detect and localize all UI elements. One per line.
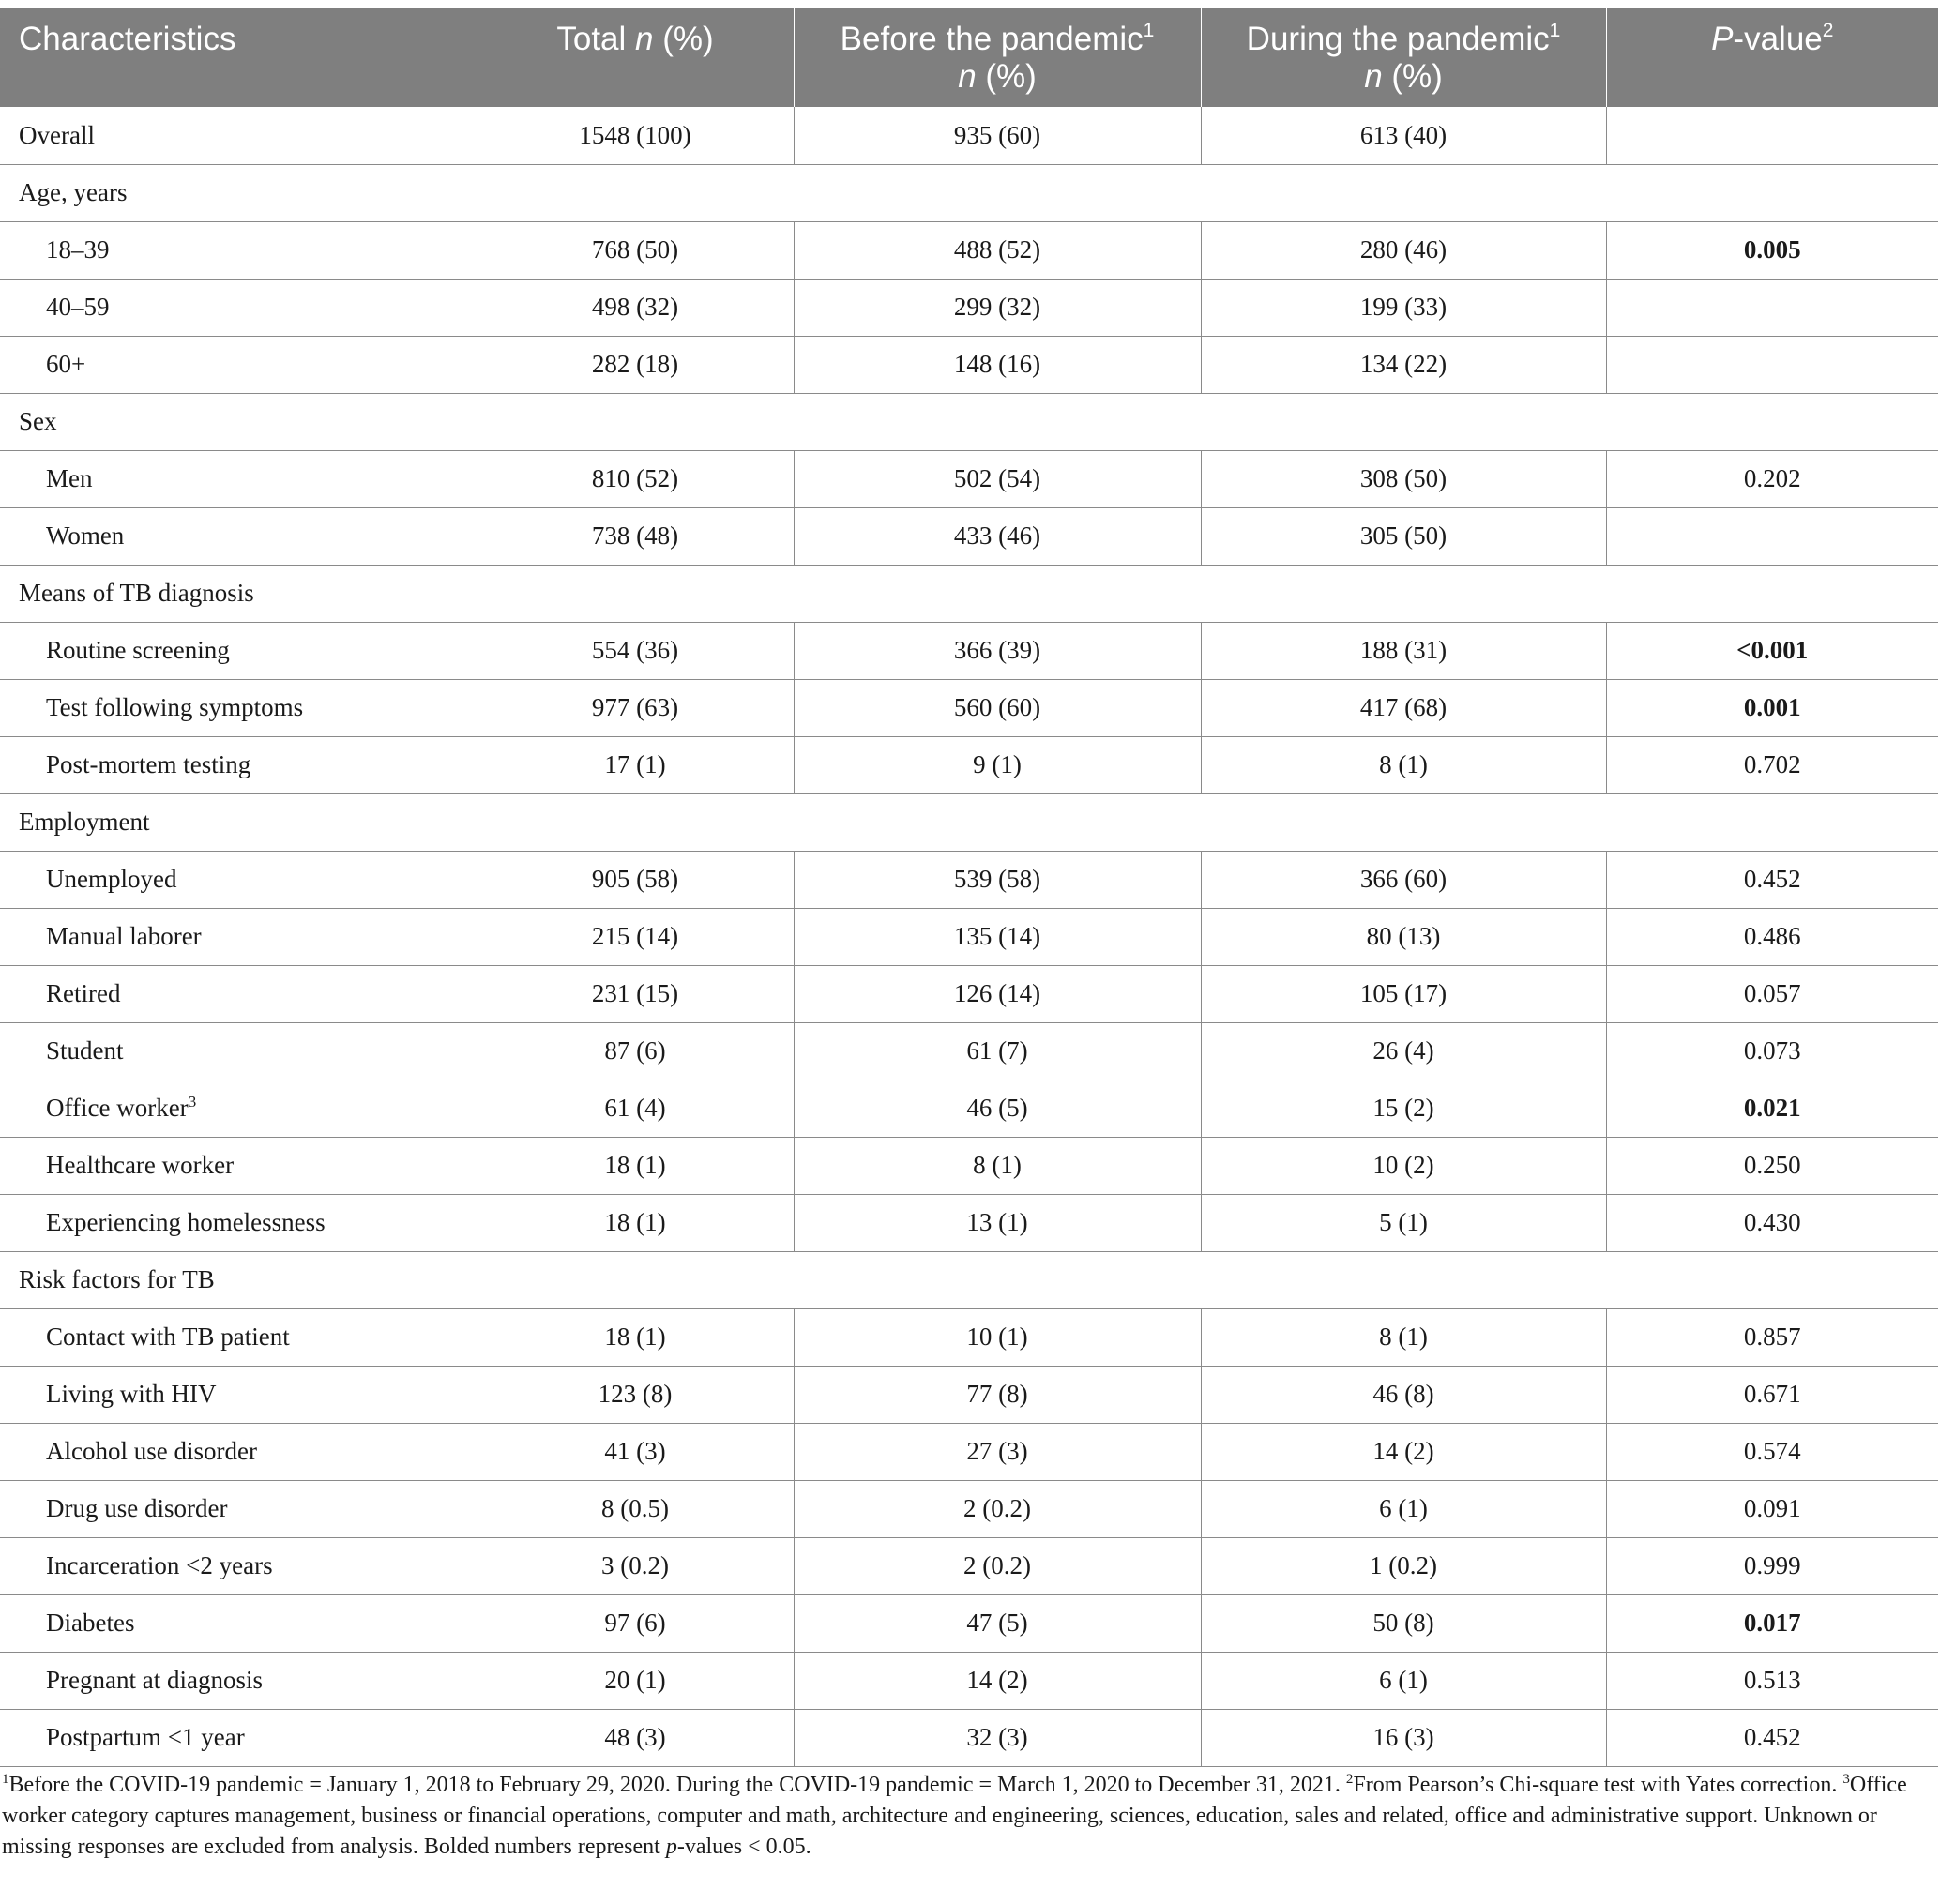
- cell-before: 10 (1): [794, 1308, 1201, 1366]
- row-label: Routine screening: [0, 622, 477, 679]
- cell-p-value: 0.001: [1606, 679, 1938, 736]
- cell-p-value: 0.574: [1606, 1423, 1938, 1480]
- cell-during: 6 (1): [1201, 1652, 1606, 1709]
- section-label: Sex: [0, 393, 1938, 450]
- header-characteristics-text: Characteristics: [19, 21, 236, 57]
- cell-before: 502 (54): [794, 450, 1201, 507]
- row-label: Living with HIV: [0, 1366, 477, 1423]
- row-label: Unemployed: [0, 851, 477, 908]
- cell-before: 13 (1): [794, 1194, 1201, 1251]
- cell-total: 977 (63): [477, 679, 794, 736]
- cell-before: 488 (52): [794, 221, 1201, 279]
- table-row: [0, 507, 1938, 565]
- table-row: [0, 1652, 1938, 1709]
- cell-before: 32 (3): [794, 1709, 1201, 1766]
- row-label: Manual laborer: [0, 908, 477, 965]
- cell-total: 554 (36): [477, 622, 794, 679]
- cell-during: 105 (17): [1201, 965, 1606, 1022]
- row-label: 18–39: [0, 221, 477, 279]
- cell-before: 560 (60): [794, 679, 1201, 736]
- cell-during: 305 (50): [1201, 507, 1606, 565]
- table-footnotes: [0, 1767, 1938, 1863]
- cell-before: 935 (60): [794, 107, 1201, 164]
- table-row: [0, 279, 1938, 336]
- header-p-italic: P: [1711, 21, 1734, 57]
- table-row: [0, 965, 1938, 1022]
- cell-before: 2 (0.2): [794, 1480, 1201, 1537]
- cell-total: 282 (18): [477, 336, 794, 393]
- footnote-3-italic: p: [665, 1834, 677, 1859]
- header-during-sup: 1: [1549, 20, 1561, 41]
- table-row: [0, 450, 1938, 507]
- row-label: Diabetes: [0, 1594, 477, 1652]
- cell-during: 199 (33): [1201, 279, 1606, 336]
- cell-during: 46 (8): [1201, 1366, 1606, 1423]
- cell-p-value: 0.250: [1606, 1137, 1938, 1194]
- cell-before: 148 (16): [794, 336, 1201, 393]
- table-row: [0, 336, 1938, 393]
- row-label: Overall: [0, 107, 477, 164]
- table-row: [0, 221, 1938, 279]
- cell-during: 14 (2): [1201, 1423, 1606, 1480]
- row-label: 40–59: [0, 279, 477, 336]
- row-label: Alcohol use disorder: [0, 1423, 477, 1480]
- header-during-n: n: [1364, 58, 1383, 95]
- header-before-pct: (%): [976, 58, 1037, 95]
- table-row: [0, 1137, 1938, 1194]
- cell-p-value: 0.857: [1606, 1308, 1938, 1366]
- header-p-sup: 2: [1822, 20, 1834, 41]
- section-row: [0, 1251, 1938, 1308]
- cell-total: 97 (6): [477, 1594, 794, 1652]
- cell-before: 539 (58): [794, 851, 1201, 908]
- cell-p-value: [1606, 336, 1938, 393]
- table-row: [0, 1080, 1938, 1137]
- cell-p-value: [1606, 507, 1938, 565]
- section-label: Age, years: [0, 164, 1938, 221]
- section-label: Means of TB diagnosis: [0, 565, 1938, 622]
- cell-before: 8 (1): [794, 1137, 1201, 1194]
- header-during: [1201, 8, 1606, 107]
- cell-before: 299 (32): [794, 279, 1201, 336]
- cell-during: 80 (13): [1201, 908, 1606, 965]
- cell-p-value: 0.486: [1606, 908, 1938, 965]
- header-before-sup: 1: [1143, 20, 1155, 41]
- table-row: [0, 851, 1938, 908]
- header-p-value: [1606, 8, 1938, 107]
- row-label: Men: [0, 450, 477, 507]
- table-row: [0, 622, 1938, 679]
- cell-before: 46 (5): [794, 1080, 1201, 1137]
- cell-total: 123 (8): [477, 1366, 794, 1423]
- section-row: [0, 565, 1938, 622]
- header-before-n: n: [958, 58, 977, 95]
- cell-during: 188 (31): [1201, 622, 1606, 679]
- cell-p-value: 0.202: [1606, 450, 1938, 507]
- cell-during: 8 (1): [1201, 1308, 1606, 1366]
- row-label-footnote-marker: 3: [188, 1093, 197, 1111]
- cell-total: 20 (1): [477, 1652, 794, 1709]
- table-body: [0, 107, 1938, 1766]
- cell-p-value: 0.513: [1606, 1652, 1938, 1709]
- table-row: [0, 1366, 1938, 1423]
- table-row: [0, 1537, 1938, 1594]
- row-label: 60+: [0, 336, 477, 393]
- cell-total: 905 (58): [477, 851, 794, 908]
- section-label: Employment: [0, 793, 1938, 851]
- table-row: [0, 1022, 1938, 1080]
- cell-total: 215 (14): [477, 908, 794, 965]
- row-label: Pregnant at diagnosis: [0, 1652, 477, 1709]
- cell-during: 308 (50): [1201, 450, 1606, 507]
- cell-during: 26 (4): [1201, 1022, 1606, 1080]
- cell-total: 738 (48): [477, 507, 794, 565]
- row-label-text: Office worker: [46, 1094, 189, 1122]
- table-row: [0, 679, 1938, 736]
- cell-before: 433 (46): [794, 507, 1201, 565]
- table-row: [0, 1709, 1938, 1766]
- row-label: Incarceration <2 years: [0, 1537, 477, 1594]
- header-row: [0, 8, 1938, 107]
- cell-total: 87 (6): [477, 1022, 794, 1080]
- cell-before: 366 (39): [794, 622, 1201, 679]
- table-row: [0, 1480, 1938, 1537]
- footnote-1-text: Before the COVID-19 pandemic = January 1, 2018 to February 29, 2020. During the COVID-19 pandemic = March 1, 2020 to December 31, 2021.: [8, 1772, 1346, 1797]
- cell-during: 6 (1): [1201, 1480, 1606, 1537]
- footnote-2-text: From Pearson’s Chi-square test with Yates correction.: [1353, 1772, 1843, 1797]
- cell-during: 15 (2): [1201, 1080, 1606, 1137]
- cell-p-value: 0.021: [1606, 1080, 1938, 1137]
- cell-before: 61 (7): [794, 1022, 1201, 1080]
- table-row: [0, 1594, 1938, 1652]
- cell-before: 126 (14): [794, 965, 1201, 1022]
- cell-total: 48 (3): [477, 1709, 794, 1766]
- characteristics-table: [0, 8, 1938, 1767]
- cell-total: 18 (1): [477, 1308, 794, 1366]
- cell-during: 8 (1): [1201, 736, 1606, 793]
- header-total-n: n: [635, 21, 654, 57]
- cell-p-value: 0.430: [1606, 1194, 1938, 1251]
- footnote-1-marker: 1: [2, 1771, 9, 1787]
- cell-p-value: 0.452: [1606, 1709, 1938, 1766]
- header-total: [477, 8, 794, 107]
- cell-total: 231 (15): [477, 965, 794, 1022]
- cell-during: 613 (40): [1201, 107, 1606, 164]
- table-row: [0, 107, 1938, 164]
- cell-p-value: [1606, 279, 1938, 336]
- cell-p-value: <0.001: [1606, 622, 1938, 679]
- cell-before: 9 (1): [794, 736, 1201, 793]
- row-label: Healthcare worker: [0, 1137, 477, 1194]
- cell-before: 2 (0.2): [794, 1537, 1201, 1594]
- header-before: [794, 8, 1201, 107]
- cell-total: 498 (32): [477, 279, 794, 336]
- row-label: Experiencing homelessness: [0, 1194, 477, 1251]
- cell-during: 366 (60): [1201, 851, 1606, 908]
- table-row: [0, 1308, 1938, 1366]
- cell-p-value: 0.057: [1606, 965, 1938, 1022]
- cell-during: 50 (8): [1201, 1594, 1606, 1652]
- table-row: [0, 736, 1938, 793]
- table-header: [0, 8, 1938, 107]
- cell-total: 3 (0.2): [477, 1537, 794, 1594]
- row-label: Test following symptoms: [0, 679, 477, 736]
- cell-during: 134 (22): [1201, 336, 1606, 393]
- cell-total: 768 (50): [477, 221, 794, 279]
- table-row: [0, 1194, 1938, 1251]
- cell-during: 280 (46): [1201, 221, 1606, 279]
- cell-total: 810 (52): [477, 450, 794, 507]
- row-label: Contact with TB patient: [0, 1308, 477, 1366]
- cell-before: 135 (14): [794, 908, 1201, 965]
- header-p-text: -value: [1733, 21, 1823, 57]
- row-label: Postpartum <1 year: [0, 1709, 477, 1766]
- header-during-text: During the pandemic: [1246, 21, 1550, 57]
- cell-total: 18 (1): [477, 1194, 794, 1251]
- row-label: Retired: [0, 965, 477, 1022]
- section-row: [0, 393, 1938, 450]
- cell-p-value: 0.017: [1606, 1594, 1938, 1652]
- header-total-text: Total: [556, 21, 636, 57]
- cell-total: 18 (1): [477, 1137, 794, 1194]
- header-total-pct: (%): [653, 21, 714, 57]
- cell-during: 5 (1): [1201, 1194, 1606, 1251]
- header-characteristics: [0, 8, 477, 107]
- table-row: [0, 1423, 1938, 1480]
- header-during-pct: (%): [1382, 58, 1443, 95]
- footnote-3-text: Office worker category captures management, business or financial operations, computer and math, architecture and engineering, sciences, education, sales and related, office and administrative support. Unknown or missing responses are excluded from analysis. Bolded numbers represent: [2, 1772, 1907, 1859]
- cell-during: 1 (0.2): [1201, 1537, 1606, 1594]
- cell-before: 77 (8): [794, 1366, 1201, 1423]
- row-label: Post-mortem testing: [0, 736, 477, 793]
- section-row: [0, 793, 1938, 851]
- row-label: [0, 1080, 477, 1137]
- footnote-3-tail: -values < 0.05.: [676, 1834, 811, 1859]
- footnote-2-marker: 2: [1345, 1771, 1354, 1787]
- cell-p-value: 0.452: [1606, 851, 1938, 908]
- cell-p-value: 0.702: [1606, 736, 1938, 793]
- cell-during: 16 (3): [1201, 1709, 1606, 1766]
- cell-before: 47 (5): [794, 1594, 1201, 1652]
- section-row: [0, 164, 1938, 221]
- header-before-text: Before the pandemic: [840, 21, 1144, 57]
- table-row: [0, 908, 1938, 965]
- footnote-3-marker: 3: [1842, 1771, 1850, 1787]
- cell-total: 61 (4): [477, 1080, 794, 1137]
- cell-total: 41 (3): [477, 1423, 794, 1480]
- cell-p-value: [1606, 107, 1938, 164]
- cell-p-value: 0.005: [1606, 221, 1938, 279]
- row-label: Student: [0, 1022, 477, 1080]
- cell-p-value: 0.073: [1606, 1022, 1938, 1080]
- cell-total: 17 (1): [477, 736, 794, 793]
- cell-during: 417 (68): [1201, 679, 1606, 736]
- cell-p-value: 0.999: [1606, 1537, 1938, 1594]
- cell-before: 27 (3): [794, 1423, 1201, 1480]
- row-label: Drug use disorder: [0, 1480, 477, 1537]
- table-figure: [0, 8, 1938, 1863]
- cell-total: 1548 (100): [477, 107, 794, 164]
- cell-p-value: 0.671: [1606, 1366, 1938, 1423]
- cell-p-value: 0.091: [1606, 1480, 1938, 1537]
- cell-before: 14 (2): [794, 1652, 1201, 1709]
- row-label: Women: [0, 507, 477, 565]
- cell-during: 10 (2): [1201, 1137, 1606, 1194]
- section-label: Risk factors for TB: [0, 1251, 1938, 1308]
- cell-total: 8 (0.5): [477, 1480, 794, 1537]
